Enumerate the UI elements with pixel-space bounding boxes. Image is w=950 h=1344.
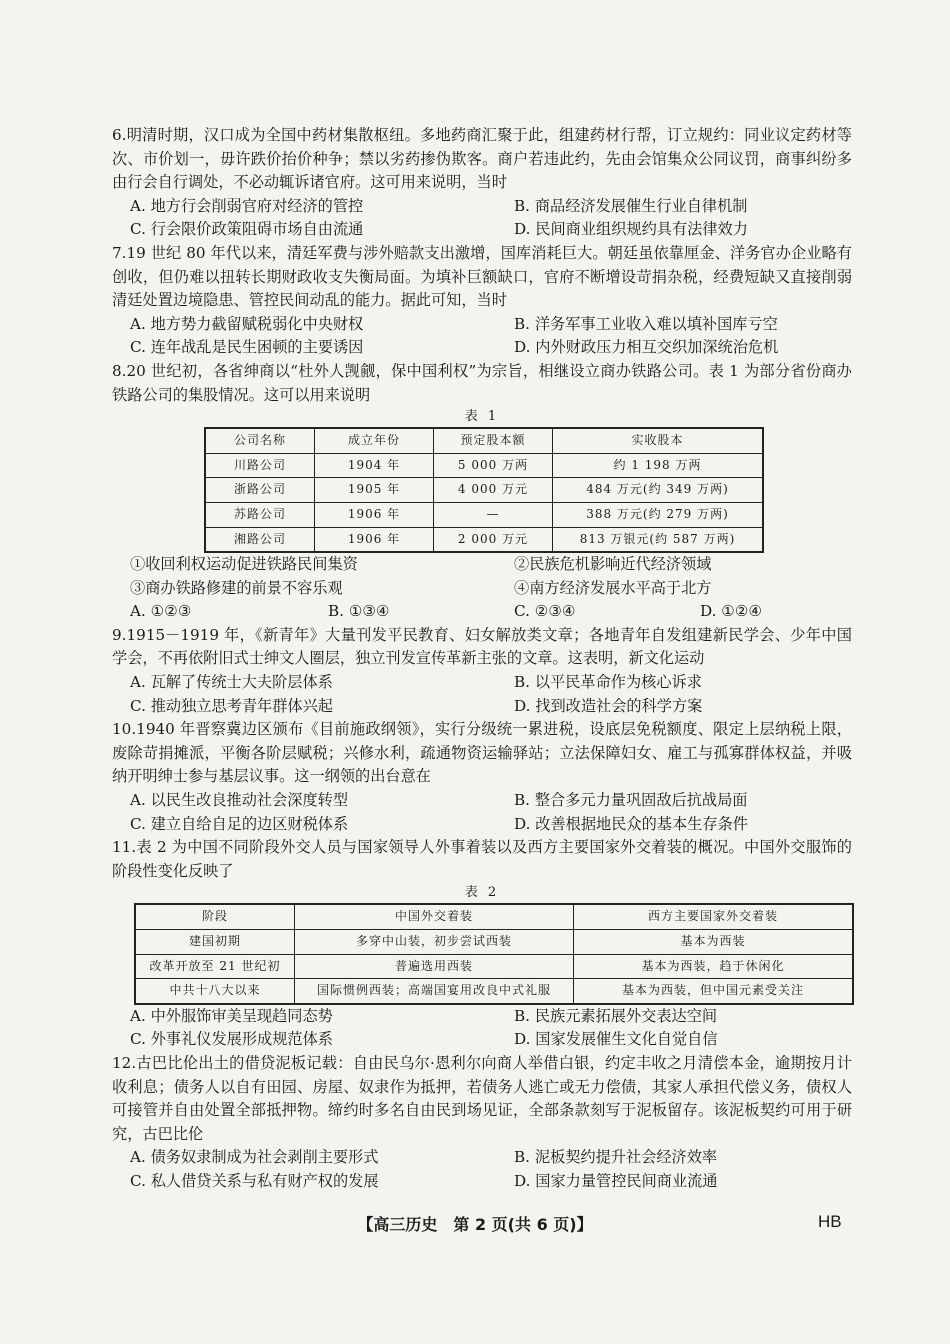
question-stem: 8.20 世纪初，各省绅商以“杜外人觊觎，保中国利权”为宗旨，相继设立商办铁路公司。表 1 为部分省份商办铁路公司的集股情况。这可以用来说明 xyxy=(112,361,852,404)
table-header: 成立年份 xyxy=(315,428,434,453)
table-cell: 4 000 万元 xyxy=(434,478,553,503)
question-stem: 12.古巴比伦出土的借贷泥板记载：自由民乌尔·恩利尔向商人举借白银，约定丰收之月清偿本金，逾期按月计收利息；债务人以自有田园、房屋、奴隶作为抵押，若债务人逃亡或无力偿债，其家人承担代偿义务，债权人可接管并自由处置全部抵押物。缔约时多名自由民到场见证，全部条款刻写于泥板留存。该泥板契约可用于研究，古巴比伦 xyxy=(112,1053,852,1143)
question-11 xyxy=(112,836,852,1052)
table-caption: 表 1 xyxy=(464,409,500,425)
option-a[interactable]: A. 地方行会削弱官府对经济的管控 xyxy=(130,196,364,215)
table-1 xyxy=(204,427,764,553)
question-stem: 6.明清时期，汉口成为全国中药材集散枢纽。多地药商汇聚于此，组建药材行帮，订立规约：同业议定药材等次、市价划一，毋许跌价抬价种争；禁以劣药掺伪欺客。商户若违此约，先由会馆集众公同议罚，商事纠纷多由行会自行调处，不必动辄诉诸官府。这可用来说明，当时 xyxy=(112,126,852,192)
table-row xyxy=(135,930,853,955)
table-cell: 苏路公司 xyxy=(205,502,315,527)
table-header: 公司名称 xyxy=(205,428,315,453)
table-cell: 中共十八大以来 xyxy=(135,979,295,1004)
statements xyxy=(112,553,852,600)
option-a[interactable]: A. 以民生改良推动社会深度转型 xyxy=(130,791,349,810)
option-c[interactable]: C. 外事礼仪发展形成规范体系 xyxy=(130,1030,333,1049)
table-row xyxy=(205,527,763,552)
option-b[interactable]: B. 泥板契约提升社会经济效率 xyxy=(514,1148,718,1167)
options xyxy=(112,789,852,836)
table-cell: 改革开放至 21 世纪初 xyxy=(135,954,295,979)
table-cell: 1904 年 xyxy=(315,453,434,478)
table-cell: 浙路公司 xyxy=(205,478,315,503)
table-cell: 5 000 万两 xyxy=(434,453,553,478)
option-d[interactable]: D. 民间商业组织规约具有法律效力 xyxy=(514,220,748,239)
table-cell: 湘路公司 xyxy=(205,527,315,552)
table-cell: — xyxy=(434,502,553,527)
table-header: 中国外交着装 xyxy=(295,904,574,929)
options xyxy=(112,1005,852,1052)
table-header-row xyxy=(135,904,853,929)
table-cell: 国际惯例西装；高端国宴用改良中式礼服 xyxy=(295,979,574,1004)
question-9 xyxy=(112,624,852,718)
table-cell: 484 万元(约 349 万两) xyxy=(553,478,764,503)
table-header: 预定股本额 xyxy=(434,428,553,453)
options xyxy=(112,1146,852,1193)
question-6 xyxy=(112,124,852,242)
table-cell: 1906 年 xyxy=(315,527,434,552)
paper-code: HB xyxy=(818,1212,842,1231)
table-header: 实收股本 xyxy=(553,428,764,453)
table-cell: 建国初期 xyxy=(135,930,295,955)
table-header: 西方主要国家外交着装 xyxy=(574,904,854,929)
table-cell: 川路公司 xyxy=(205,453,315,478)
option-d[interactable]: D. ①②④ xyxy=(700,602,763,621)
options xyxy=(112,600,852,624)
question-stem: 11.表 2 为中国不同阶段外交人员与国家领导人外事着装以及西方主要国家外交着装的概况。中国外交服饰的阶段性变化反映了 xyxy=(112,838,852,880)
table-cell: 普遍选用西装 xyxy=(295,954,574,979)
option-c[interactable]: C. 推动独立思考青年群体兴起 xyxy=(130,696,333,715)
option-d[interactable]: D. 国家发展催生文化自觉自信 xyxy=(514,1030,718,1049)
table-cell: 基本为西装，趋于休闲化 xyxy=(574,954,854,979)
question-stem: 9.1915－1919 年，《新青年》大量刊发平民教育、妇女解放类文章；各地青年自发组建新民学会、少年中国学会，不再依附旧式士绅文人圈层，独立刊发宣传革新主张的文章。这表明，新文化运动 xyxy=(112,625,852,668)
question-7 xyxy=(112,242,852,360)
statement-1: ①收回利权运动促进铁路民间集资 xyxy=(130,555,358,574)
option-a[interactable]: A. 地方势力截留赋税弱化中央财权 xyxy=(130,314,364,333)
option-a[interactable]: A. 瓦解了传统士大夫阶层体系 xyxy=(130,673,333,692)
table-row xyxy=(205,478,763,503)
option-c[interactable]: C. 连年战乱是民生困顿的主要诱因 xyxy=(130,338,364,357)
option-b[interactable]: B. 民族元素拓展外交表达空间 xyxy=(514,1006,718,1025)
exam-page xyxy=(112,124,852,1194)
option-c[interactable]: C. ②③④ xyxy=(514,602,576,621)
table-cell: 基本为西装 xyxy=(574,930,854,955)
table-header: 阶段 xyxy=(135,904,295,929)
table-row xyxy=(135,979,853,1004)
question-12 xyxy=(112,1052,852,1194)
options xyxy=(112,195,852,242)
table-row xyxy=(205,453,763,478)
statement-3: ③商办铁路修建的前景不容乐观 xyxy=(130,578,343,597)
option-b[interactable]: B. 洋务军事工业收入难以填补国库亏空 xyxy=(514,314,778,333)
table-header-row xyxy=(205,428,763,453)
option-d[interactable]: D. 国家力量管控民间商业流通 xyxy=(514,1171,718,1190)
table-row xyxy=(205,502,763,527)
statement-4: ④南方经济发展水平高于北方 xyxy=(514,578,712,597)
option-c[interactable]: C. 行会限价政策阻碍市场自由流通 xyxy=(130,220,364,239)
option-d[interactable]: D. 内外财政压力相互交织加深统治危机 xyxy=(514,338,779,357)
table-2 xyxy=(134,903,854,1004)
option-a[interactable]: A. 中外服饰审美呈现趋同态势 xyxy=(130,1006,333,1025)
option-b[interactable]: B. ①③④ xyxy=(328,602,390,621)
page-footer: 【高三历史 第 2 页(共 6 页)】 xyxy=(357,1215,593,1234)
table-row xyxy=(135,954,853,979)
option-b[interactable]: B. 商品经济发展催生行业自律机制 xyxy=(514,196,748,215)
table-cell: 约 1 198 万两 xyxy=(553,453,764,478)
table-cell: 1906 年 xyxy=(315,502,434,527)
table-cell: 1905 年 xyxy=(315,478,434,503)
option-a[interactable]: A. ①②③ xyxy=(130,602,192,621)
option-c[interactable]: C. 私人借贷关系与私有财产权的发展 xyxy=(130,1171,379,1190)
statement-2: ②民族危机影响近代经济领域 xyxy=(514,555,712,574)
table-cell: 813 万银元(约 587 万两) xyxy=(553,527,764,552)
table-cell: 2 000 万元 xyxy=(434,527,553,552)
option-b[interactable]: B. 整合多元力量巩固敌后抗战局面 xyxy=(514,791,748,810)
table-caption: 表 2 xyxy=(464,885,500,901)
question-stem: 7.19 世纪 80 年代以来，清廷军费与涉外赔款支出激增，国库消耗巨大。朝廷虽依靠厘金、洋务官办企业略有创收，但仍难以扭转长期财政收支失衡局面。为填补巨额缺口，官府不断增设苛捐杂税，经费短缺又直接削弱清廷处置边境隐患、管控民间动乱的能力。据此可知，当时 xyxy=(112,243,852,310)
question-8 xyxy=(112,360,852,624)
option-a[interactable]: A. 债务奴隶制成为社会剥削主要形式 xyxy=(130,1148,379,1167)
question-10 xyxy=(112,718,852,836)
table-cell: 388 万元(约 279 万两) xyxy=(553,502,764,527)
question-stem: 10.1940 年晋察冀边区颁布《目前施政纲领》，实行分级统一累进税，设底层免税额度、限定上层纳税上限，废除苛捐摊派，平衡各阶层赋税；兴修水利，疏通物资运输驿站；立法保障妇女、雇工与孤寡群体权益，并吸纳开明绅士参与基层议事。这一纲领的出台意在 xyxy=(112,720,852,786)
option-b[interactable]: B. 以平民革命作为核心诉求 xyxy=(514,673,702,692)
table-cell: 基本为西装，但中国元素受关注 xyxy=(574,979,854,1004)
option-d[interactable]: D. 改善根据地民众的基本生存条件 xyxy=(514,814,748,833)
option-d[interactable]: D. 找到改造社会的科学方案 xyxy=(514,696,703,715)
options xyxy=(112,313,852,360)
option-c[interactable]: C. 建立自给自足的边区财税体系 xyxy=(130,814,349,833)
options xyxy=(112,671,852,718)
table-cell: 多穿中山装，初步尝试西装 xyxy=(295,930,574,955)
